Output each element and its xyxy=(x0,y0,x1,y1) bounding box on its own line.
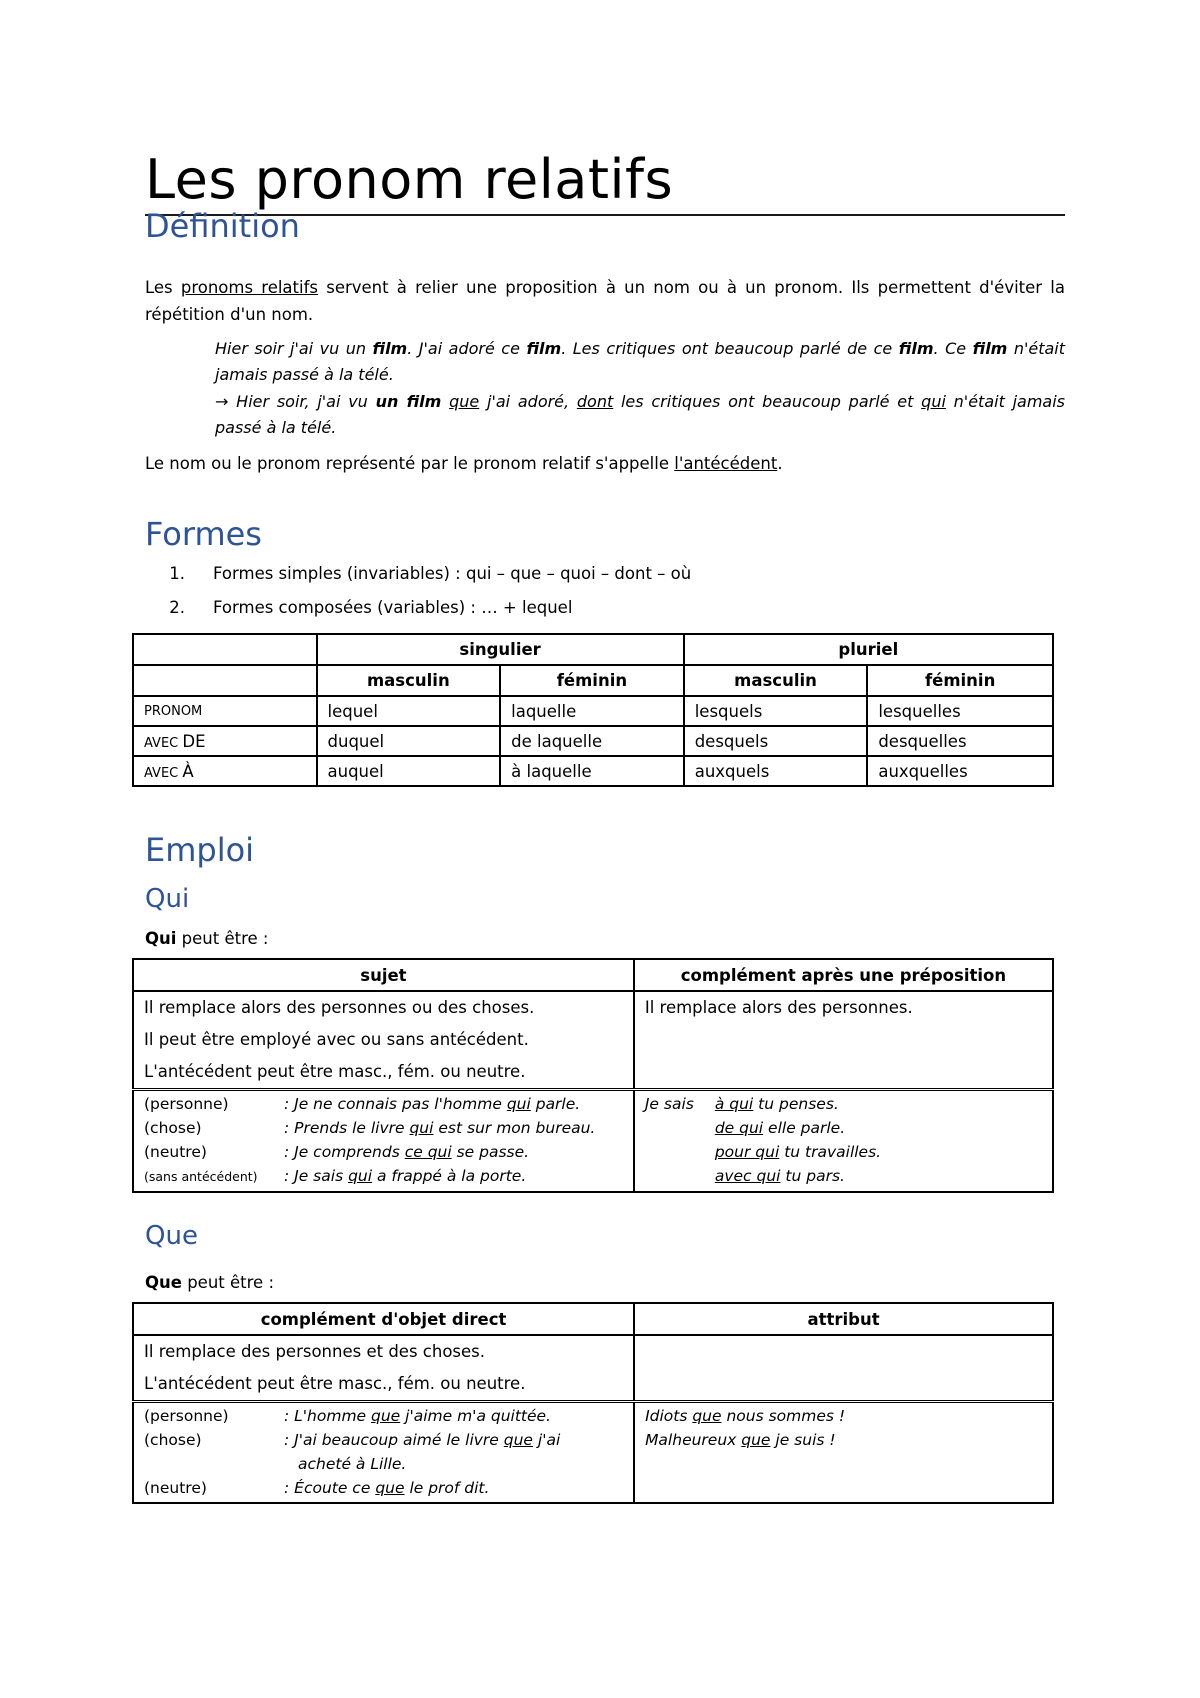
table-row xyxy=(133,756,1053,786)
row-label: PRONOM xyxy=(133,696,317,726)
table-cell: Il remplace des personnes et des choses. L'antécédent peut être masc., fém. ou neutre. xyxy=(133,1335,634,1402)
table-row xyxy=(133,634,1053,665)
heading-qui: Qui xyxy=(145,884,190,914)
table-cell: Il remplace alors des personnes ou des choses. Il peut être employé avec ou sans antécédent. L'antécédent peut être masc., fém. ou neutre. xyxy=(133,991,634,1090)
heading-definition: Définition xyxy=(145,207,300,245)
column-header-attribut: attribut xyxy=(634,1303,1053,1335)
table-row xyxy=(133,1402,1053,1504)
list-item: 1. Formes simples (invariables) : qui – que – quoi – dont – où xyxy=(169,564,692,583)
table-cell: de laquelle xyxy=(500,726,684,756)
que-intro: Que peut être : xyxy=(145,1273,275,1292)
group-header-singulier: singulier xyxy=(317,634,684,665)
table-cell: lesquelles xyxy=(867,696,1053,726)
heading-que: Que xyxy=(145,1221,198,1251)
table-row xyxy=(133,696,1053,726)
row-label: AVEC DE xyxy=(133,726,317,756)
term-antecedent: l'antécédent xyxy=(674,454,778,473)
table-cell xyxy=(634,1335,1053,1402)
table-cell: lesquels xyxy=(684,696,868,726)
table-cell: auxquels xyxy=(684,756,868,786)
term-pronoms-relatifs: pronoms relatifs xyxy=(180,278,319,297)
column-header-preposition: complément après une préposition xyxy=(634,959,1053,991)
sub-header: féminin xyxy=(500,665,684,696)
formes-list xyxy=(145,557,691,625)
qui-table xyxy=(132,958,1054,1193)
table-row xyxy=(133,959,1053,991)
table-row xyxy=(133,665,1053,696)
table-row xyxy=(133,1090,1053,1193)
table-cell: auquel xyxy=(317,756,501,786)
heading-formes: Formes xyxy=(145,515,262,553)
qui-intro: Qui peut être : xyxy=(145,929,269,948)
table-cell: Il remplace alors des personnes. xyxy=(634,991,1053,1090)
definition-paragraph: Les pronoms relatifs servent à relier une proposition à un nom ou à un pronom. Ils permettent d'éviter la répétition d'un nom. xyxy=(145,278,1065,324)
table-cell: desquels xyxy=(684,726,868,756)
group-header-pluriel: pluriel xyxy=(684,634,1053,665)
example-relatives: → Hier soir, j'ai vu un film que j'ai adoré, dont les critiques ont beaucoup parlé et qui n'était jamais passé à la télé. xyxy=(215,392,1066,437)
sub-header: féminin xyxy=(867,665,1053,696)
sub-header: masculin xyxy=(317,665,501,696)
row-label: AVEC À xyxy=(133,756,317,786)
sub-header: masculin xyxy=(684,665,868,696)
column-header-cod: complément d'objet direct xyxy=(133,1303,634,1335)
table-row xyxy=(133,726,1053,756)
table-row xyxy=(133,1335,1053,1402)
table-cell: laquelle xyxy=(500,696,684,726)
table-cell: duquel xyxy=(317,726,501,756)
formes-table xyxy=(132,633,1054,787)
antecedent-paragraph: Le nom ou le pronom représenté par le pronom relatif s'appelle l'antécédent. xyxy=(145,454,783,473)
table-cell: desquelles xyxy=(867,726,1053,756)
page-title: Les pronom relatifs xyxy=(145,148,1065,216)
table-cell: auxquelles xyxy=(867,756,1053,786)
table-cell: Idiots que nous sommes ! Malheureux que je suis ! xyxy=(634,1402,1053,1504)
example-repetition: Hier soir j'ai vu un film. J'ai adoré ce film. Les critiques ont beaucoup parlé de ce film. Ce film n'était jamais passé à la télé. xyxy=(215,339,1066,384)
column-header-sujet: sujet xyxy=(133,959,634,991)
table-cell: lequel xyxy=(317,696,501,726)
table-cell: (personne) : Je ne connais pas l'homme qui parle. (chose) : Prends le livre qui est sur mon bureau. (neutre) : Je comprends ce qui se passe. (sans antécédent) : Je sais qui a frappé à la porte. xyxy=(133,1090,634,1193)
table-cell: à laquelle xyxy=(500,756,684,786)
list-item: 2. Formes composées (variables) : … + lequel xyxy=(169,598,573,617)
table-row xyxy=(133,991,1053,1090)
heading-emploi: Emploi xyxy=(145,831,255,869)
table-cell: (personne) : L'homme que j'aime m'a quittée. (chose) : J'ai beaucoup aimé le livre que j'ai acheté à Lille. (neutre) : Écoute ce que le prof dit. xyxy=(133,1402,634,1504)
table-cell: Je sais à qui tu penses. de qui elle parle. pour qui tu travailles. avec qui tu pars. xyxy=(634,1090,1053,1193)
table-row xyxy=(133,1303,1053,1335)
que-table xyxy=(132,1302,1054,1504)
